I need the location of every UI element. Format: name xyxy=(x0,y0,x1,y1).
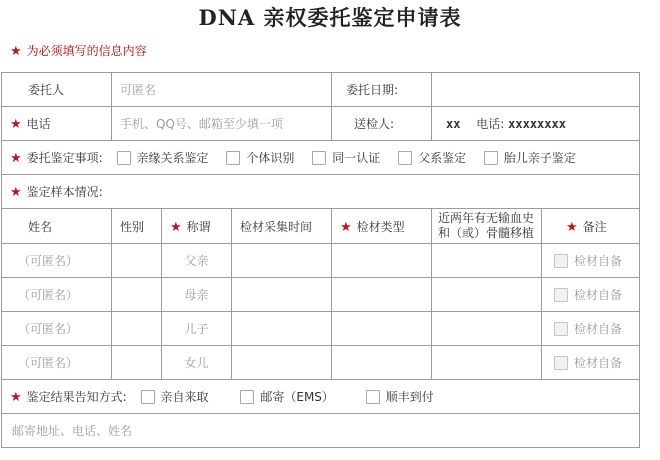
sample-name-input[interactable]: （可匿名） xyxy=(2,244,112,278)
sample-note-cell[interactable] xyxy=(542,278,640,312)
checkbox[interactable] xyxy=(117,151,131,165)
option-pickup[interactable]: 亲自来取 xyxy=(141,390,209,404)
address-input[interactable]: 邮寄地址、电话、姓名 xyxy=(2,414,640,448)
sample-history-input[interactable] xyxy=(432,346,542,380)
sample-note-cell[interactable] xyxy=(542,312,640,346)
sender-contact-cell[interactable] xyxy=(432,107,640,141)
contact-row xyxy=(2,107,640,141)
checkbox[interactable] xyxy=(240,390,254,404)
option-ems[interactable]: 邮寄（EMS） xyxy=(240,390,334,404)
address-row xyxy=(2,414,640,448)
sample-title: 父亲 xyxy=(162,244,232,278)
header-note-cell xyxy=(542,209,640,244)
sample-note: 检材自备 xyxy=(574,254,623,268)
star-icon: ★ xyxy=(10,185,22,200)
sample-row xyxy=(2,244,640,278)
result-cell xyxy=(2,380,640,414)
contact-input[interactable]: 手机、QQ号、邮箱至少填一项 xyxy=(112,107,332,141)
sample-type-input[interactable] xyxy=(332,312,432,346)
checkbox[interactable] xyxy=(226,151,240,165)
header-time: 检材采集时间 xyxy=(232,209,332,244)
option-kinship[interactable]: 亲缘关系鉴定 xyxy=(117,151,209,165)
sender-value: xx xyxy=(446,117,461,131)
items-cell xyxy=(2,141,640,175)
client-row xyxy=(2,73,640,107)
sample-note: 检材自备 xyxy=(574,356,623,370)
sample-time-input[interactable] xyxy=(232,312,332,346)
result-label: 鉴定结果告知方式: xyxy=(26,390,127,404)
sample-note: 检材自备 xyxy=(574,288,623,302)
sample-type-input[interactable] xyxy=(332,278,432,312)
header-gender: 性别 xyxy=(112,209,162,244)
samples-section-row xyxy=(2,175,640,209)
contact-label: 电话 xyxy=(26,117,51,131)
page-title: DNA 亲权委托鉴定申请表 xyxy=(198,5,462,30)
sample-type-input[interactable] xyxy=(332,244,432,278)
star-icon: ★ xyxy=(10,117,22,132)
sample-type-input[interactable] xyxy=(332,346,432,380)
client-input[interactable]: 可匿名 xyxy=(112,73,332,107)
sender-phone-label: 电话: xyxy=(476,117,505,131)
sample-history-input[interactable] xyxy=(432,278,542,312)
sample-gender-input[interactable] xyxy=(112,244,162,278)
sample-history-input[interactable] xyxy=(432,244,542,278)
header-note: 备注 xyxy=(582,219,607,234)
option-paternal[interactable]: 父系鉴定 xyxy=(398,151,466,165)
star-icon: ★ xyxy=(170,219,182,235)
star-icon: ★ xyxy=(566,219,578,235)
date-label: 委托日期: xyxy=(332,73,432,107)
checkbox[interactable] xyxy=(554,356,568,370)
sample-name-input[interactable]: （可匿名） xyxy=(2,312,112,346)
checkbox[interactable] xyxy=(366,390,380,404)
contact-label-cell xyxy=(2,107,112,141)
sample-time-input[interactable] xyxy=(232,244,332,278)
checkbox[interactable] xyxy=(554,322,568,336)
required-note-text: 为必须填写的信息内容 xyxy=(26,44,147,58)
samples-section-label: 鉴定样本情况: xyxy=(26,185,103,199)
sender-label: 送检人: xyxy=(332,107,432,141)
checkbox[interactable] xyxy=(312,151,326,165)
sample-time-input[interactable] xyxy=(232,346,332,380)
header-type-cell xyxy=(332,209,432,244)
star-icon: ★ xyxy=(340,219,352,235)
sample-gender-input[interactable] xyxy=(112,312,162,346)
checkbox[interactable] xyxy=(554,288,568,302)
client-label: 委托人 xyxy=(2,73,112,107)
sample-title: 女儿 xyxy=(162,346,232,380)
option-individual-id[interactable]: 个体识别 xyxy=(226,151,294,165)
star-icon: ★ xyxy=(10,390,22,405)
sample-name-input[interactable]: （可匿名） xyxy=(2,346,112,380)
header-title-cell xyxy=(162,209,232,244)
option-identity[interactable]: 同一认证 xyxy=(312,151,380,165)
sample-title: 儿子 xyxy=(162,312,232,346)
items-label: 委托鉴定事项: xyxy=(26,151,103,165)
sample-gender-input[interactable] xyxy=(112,278,162,312)
checkbox[interactable] xyxy=(141,390,155,404)
star-icon: ★ xyxy=(10,151,22,166)
option-sf-express[interactable]: 顺丰到付 xyxy=(366,390,434,404)
checkbox[interactable] xyxy=(554,254,568,268)
option-prenatal[interactable]: 胎儿亲子鉴定 xyxy=(484,151,576,165)
sample-history-input[interactable] xyxy=(432,312,542,346)
header-history-line1: 近两年有无输血史 xyxy=(438,211,535,225)
header-name: 姓名 xyxy=(2,209,112,244)
sample-time-input[interactable] xyxy=(232,278,332,312)
application-form xyxy=(1,72,640,448)
sample-gender-input[interactable] xyxy=(112,346,162,380)
header-title: 称谓 xyxy=(186,219,211,234)
checkbox[interactable] xyxy=(398,151,412,165)
checkbox[interactable] xyxy=(484,151,498,165)
header-history-line2: 和（或）骨髓移植 xyxy=(438,226,535,240)
sample-title: 母亲 xyxy=(162,278,232,312)
required-note xyxy=(10,42,147,59)
sample-row xyxy=(2,278,640,312)
sample-note-cell[interactable] xyxy=(542,244,640,278)
samples-header-row xyxy=(2,209,640,244)
sample-name-input[interactable]: （可匿名） xyxy=(2,278,112,312)
required-star-icon: ★ xyxy=(10,44,22,59)
samples-section-cell xyxy=(2,175,640,209)
date-input[interactable] xyxy=(432,73,640,107)
items-row xyxy=(2,141,640,175)
result-row xyxy=(2,380,640,414)
sample-note: 检材自备 xyxy=(574,322,623,336)
header-history xyxy=(432,209,542,244)
sample-row xyxy=(2,312,640,346)
sample-note-cell[interactable] xyxy=(542,346,640,380)
header-type: 检材类型 xyxy=(356,219,405,234)
sample-row xyxy=(2,346,640,380)
sender-phone-value: xxxxxxxx xyxy=(508,117,566,131)
